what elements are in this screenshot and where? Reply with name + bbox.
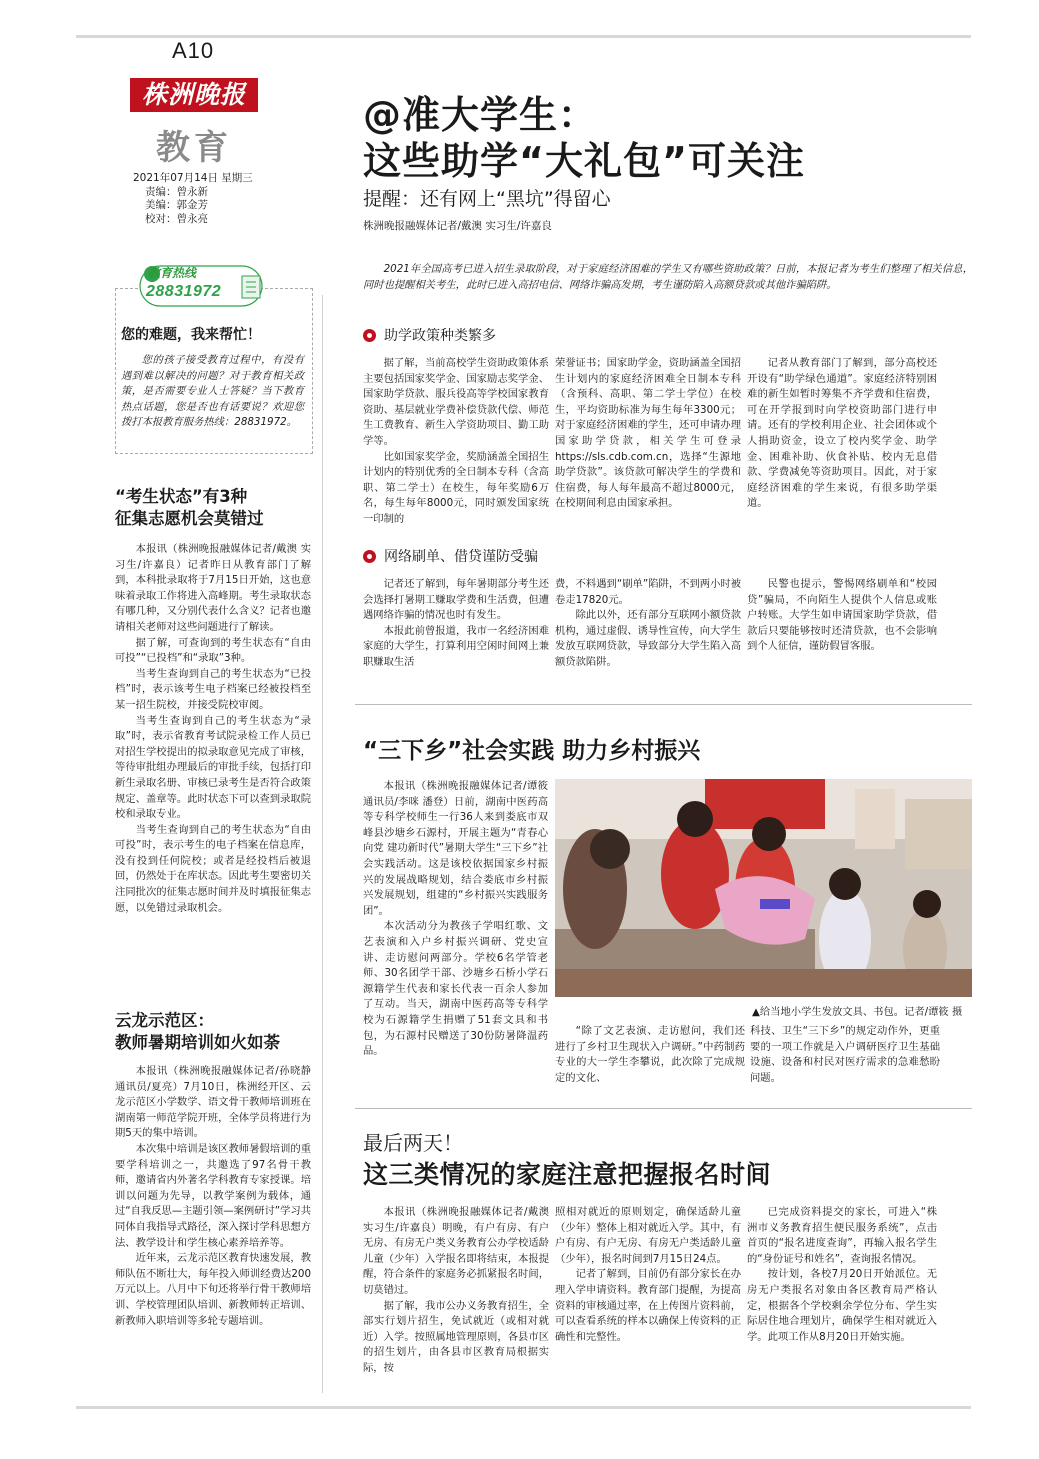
story-divider (355, 1108, 972, 1109)
enroll-col-1 (363, 1205, 549, 1395)
story-title-line2: 教师暑期培训如火如荼 (115, 1033, 280, 1052)
newspaper-masthead: 株洲晚报 (130, 78, 258, 112)
help-body: 您的孩子接受教育过程中，有没有遇到难以解决的问题？对于教育相关政策，是否需要专业人士答疑？当下教育热点话题，您是否也有话要说？欢迎您拨打本报教育服务热线：28831972。 (121, 354, 304, 428)
lead-subtitle: 提醒：还有网上“黑坑”得留心 (363, 188, 611, 210)
paragraph: 记者从教育部门了解到，部分高校还开设有“助学绿色通道”。家庭经济特别困难的新生如暂时筹集不齐学费和住宿费，可在开学报到时向学校资助部门进行申请。还有的学校利用企业、社会团体或个人捐助资金，设立了校内奖学金、助学金、困难补助、伙食补贴、校内无息借款、学费减免等资助项目。因此，对于家庭经济困难的学生来说，有很多助学渠道。 (747, 357, 937, 510)
policy-col-3 (747, 356, 937, 534)
story-title-line2: 征集志愿机会莫错过 (115, 509, 264, 528)
enroll-title: 这三类情况的家庭注意把握报名时间 (363, 1160, 772, 1189)
lead-lede: 2021年全国高考已进入招生录取阶段，对于家庭经济困难的学生又有哪些资助政策？日前，本报记者为考生们整理了相关信息，同时也提醒相关考生，此时已进入高招电信、网络诈骗高发期，考生谨防陷入高额贷款或其他诈骗陷阱。 (363, 263, 973, 291)
story-divider (355, 704, 972, 705)
designer-line: 美编：郭金芳 (145, 199, 208, 211)
bullet-icon (363, 550, 376, 563)
rural-col-2 (555, 1024, 745, 1094)
photo-caption: ▲给当地小学生发放文具、书包。记者/谭筱 摄 (752, 1006, 963, 1018)
paragraph: 除此以外，还有部分互联网小额贷款机构，通过虚假、诱导性宣传，向大学生发放互联网贷款，导致部分大学生陷入高额贷款陷阱。 (555, 609, 741, 668)
paragraph: 本次集中培训是该区教师暑假培训的重要学科培训之一，共邀选了97名骨干教师，邀请省内外著名学科教育专家授课。培训以问题为先导，以教学案例为载体，通过“自我反思—主题引领—案例研讨”学习共同体自我指导式路径，深入探讨学科思想方法、教学设计和学生核心素养培养等。 (115, 1142, 312, 1249)
bullet-icon (363, 329, 376, 342)
rural-col-3 (750, 1024, 940, 1094)
fraud-col-2 (555, 577, 741, 689)
paragraph: 科技、卫生“三下乡”的规定动作外，更重要的一项工作就是入户调研医疗卫生基础设施、设备和村民对医疗需求的急难愁盼问题。 (750, 1025, 940, 1084)
hotline-name: 教育热线 (148, 266, 197, 280)
headline-line1: @准大学生： (363, 93, 598, 137)
hotline-number: 28831972 (146, 283, 222, 300)
paragraph: 比如国家奖学金，奖励涵盖全国招生计划内的特别优秀的全日制本专科（含高职、第二学士）在校生，每年奖励6万名，每生每年8000元，同时颁发国家统一印制的 (363, 450, 549, 525)
story-title-line1: 云龙示范区： (115, 1011, 214, 1030)
policy-col-1 (363, 356, 549, 534)
paragraph: 本报讯（株洲晚报融媒体记者/戴澳 实习生/许嘉良）明晚，有户有房、有户无房、有房无户类义务教育公办学校适龄儿童（少年）入学报名即将结束，本报提醒，符合条件的家庭务必抓紧报名时间，切莫错过。 (363, 1206, 549, 1296)
help-title: 您的难题，我来帮忙！ (121, 327, 261, 343)
page-number: A10 (172, 38, 215, 63)
date-line: 2021年07月14日 星期三 (133, 172, 253, 184)
paragraph: 本报讯（株洲晚报融媒体记者/戴澳 实习生/许嘉良）记者昨日从教育部门了解到，本科批录取将于7月15日开始，这也意味着录取工作将进入高峰期。考生录取状态有哪几种，又分别代表什么含义？记者也邀请相关老师对这些问题进行了解读。 (115, 543, 311, 633)
story-body (115, 1064, 311, 1329)
paragraph: 当考生查询到自己的考生状态为“自由可投”时，表示考生的电子档案在信息库，没有投到任何院校；或者是经投档后被退回，仍然处于在库状态。因此考生要密切关注同批次的征集志愿时间并及时填报征集志愿，以免错过录取机会。 (115, 823, 311, 914)
paragraph: 照相对就近的原则划定，确保适龄儿童（少年）整体上相对就近入学。其中，有户有房、有户无房、有房无户类适龄儿童（少年），报名时间到7月15日24点。 (555, 1206, 741, 1265)
paragraph: 民警也提示，警惕网络刷单和“校园贷”骗局，不向陌生人提供个人信息或账户转账。大学生如申请国家助学贷款，借款后只要能够按时还清贷款，也不会影响到个人征信，谨防假冒客服。 (747, 578, 937, 653)
paragraph: 据了解，可查询到的考生状态有“自由可投”“已投档”和“录取”3种。 (115, 636, 311, 665)
fraud-col-1 (363, 577, 549, 689)
paragraph: 本报讯（株洲晚报融媒体记者/谭筱 通讯员/李咪 潘登）日前，湖南中医药高等专科学校师生一行36人来到娄底市双峰县沙塘乡石源村，开展主题为“青春心向党 建功新时代”暑期大学生“三下乡”社会实践活动。这是该校依据国家乡村振兴的发展战略规划，结合娄底市乡村振兴发展规划，组建的“乡村振兴实践服务团”。 (363, 780, 548, 917)
paragraph: “除了文艺表演、走访慰问，我们还进行了乡村卫生现状入户调研。”中药制药专业的大一学生李攀说，此次除了完成规定的文化、 (555, 1025, 745, 1084)
section-heading-policy (363, 325, 496, 345)
heading-text: 网络刷单、借贷谨防受骗 (384, 549, 538, 565)
paragraph: 当考生查询到自己的考生状态为“录取”时，表示省教育考试院录检工作人员已对招生学校提出的拟录取意见完成了审核，等待审批组办理最后的审批手续，包括打印新生录取名册、审核已录考生是否符合政策规定、盖章等。此时状态下可以查到录取院校和录取专业。 (115, 714, 311, 821)
lead-headline (363, 92, 805, 184)
paragraph: 荣誉证书；国家助学金，资助涵盖全国招生计划内的家庭经济困难全日制本专科（含预科、高职、第二学士学位）在校生，平均资助标准为每生每年3300元；对于家庭经济困难的学生，还可申请办理国家助学贷款，相关学生可登录https://sls.cdb.com.cn，选择“生源地助学贷款”。该贷款可解决学生的学费和住宿费，每人每年最高不超过8000元，在校期间利息由国家承担。 (555, 357, 741, 510)
section-heading-fraud (363, 546, 538, 566)
lead-byline: 株洲晚报融媒体记者/戴澳 实习生/许嘉良 (363, 220, 552, 232)
paragraph: 费，不料遇到“刷单”陷阱，不到两小时被卷走17820元。 (555, 578, 741, 606)
proofreader-line: 校对：曾永亮 (145, 212, 208, 225)
photo-illustration-icon (555, 779, 972, 997)
paragraph: 记者了解到，目前仍有部分家长在办理入学申请资料。教育部门提醒，为提高资料的审核通过率，在上传图片资料前，可以查看系统的样本以确保上传资料的正确性和完整性。 (555, 1268, 741, 1343)
sidebar-story-status (115, 486, 311, 916)
sidebar-story-training (115, 1010, 311, 1329)
column-divider (322, 295, 323, 1393)
paragraph: 本报此前曾报道，我市一名经济困难家庭的大学生，打算利用空闲时间网上兼职赚取生活 (363, 624, 549, 668)
paragraph: 据了解，我市公办义务教育招生，全部实行划片招生，免试就近（或相对就近）入学。按照属地管理原则，各县市区的招生划片，由各县市区教育局根据实际，按 (363, 1299, 549, 1374)
paragraph: 记者还了解到，每年暑期部分考生还会选择打暑期工赚取学费和生活费，但遭遇网络诈骗的情况也时有发生。 (363, 578, 549, 622)
paragraph: 本次活动分为教孩子学唱红歌、文艺表演和入户乡村振兴调研、党史宣讲、走访慰问两部分。学校6名学管老师、30名团学干部、沙塘乡石桥小学石源籍学生代表和家长代表一百余人参加了互动。当天，湖南中医药高等专科学校为石源籍学生捐赠了51套文具和书包，为石源村民赠送了30份防暑降温药品。 (363, 920, 548, 1058)
paragraph: 已完成资料提交的家长，可进入“株洲市义务教育招生便民服务系统”，点击首页的“报名进度查询”，再输入报名学生的“身份证号和姓名”，查询报名情况。 (747, 1206, 937, 1265)
section-label: 教育 (156, 128, 232, 168)
heading-text: 助学政策种类繁多 (384, 328, 496, 344)
news-photo (555, 779, 972, 997)
bottom-rule (76, 1406, 971, 1409)
paragraph: 近年来，云龙示范区教育快速发展，教师队伍不断壮大，每年投入师训经费达200万元以上。八月中下旬还将举行骨干教师培训、学校管理团队培训、新教师转正培训、新教师入职培训等多轮专题培训。 (115, 1252, 311, 1327)
enroll-col-3 (747, 1205, 937, 1395)
enroll-kicker: 最后两天！ (363, 1131, 463, 1155)
story-title-line1: “考生状态”有3种 (115, 487, 248, 506)
enroll-col-2 (555, 1205, 741, 1395)
paragraph: 按计划，各校7月20日开始派位。无房无户类报名对象由各区教育局严格认定，根据各个学校剩余学位分布、学生实际居住地合理划片，确保学生相对就近入学。此项工作从8月20日开始实施。 (747, 1268, 937, 1343)
policy-col-2 (555, 356, 741, 534)
story-body (115, 542, 311, 916)
edition-meta (133, 172, 253, 226)
paragraph: 据了解，当前高校学生资助政策体系主要包括国家奖学金、国家励志奖学金、国家助学贷款、服兵役高等学校国家教育资助、基层就业学费补偿贷款代偿、师范生工费教育、新生入学资助项目、勤工助学等。 (363, 357, 549, 447)
editor-line: 责编：曾永新 (145, 185, 208, 198)
rural-col-1 (363, 779, 548, 1091)
headline-line2: 这些助学“大礼包”可关注 (363, 139, 805, 183)
paragraph: 当考生查询到自己的考生状态为“已投档”时，表示该考生电子档案已经被投档至某一招生院校，并接受院校审阅。 (115, 667, 311, 711)
fraud-col-3 (747, 577, 937, 689)
paragraph: 本报讯（株洲晚报融媒体记者/孙晓静 通讯员/夏亮）7月10日，株洲经开区、云龙示范区小学数学、语文骨干教师培训班在湖南第一师范学院开班，全体学员将进行为期5天的集中培训。 (115, 1065, 311, 1140)
rural-story-title: “三下乡”社会实践 助力乡村振兴 (363, 738, 701, 764)
